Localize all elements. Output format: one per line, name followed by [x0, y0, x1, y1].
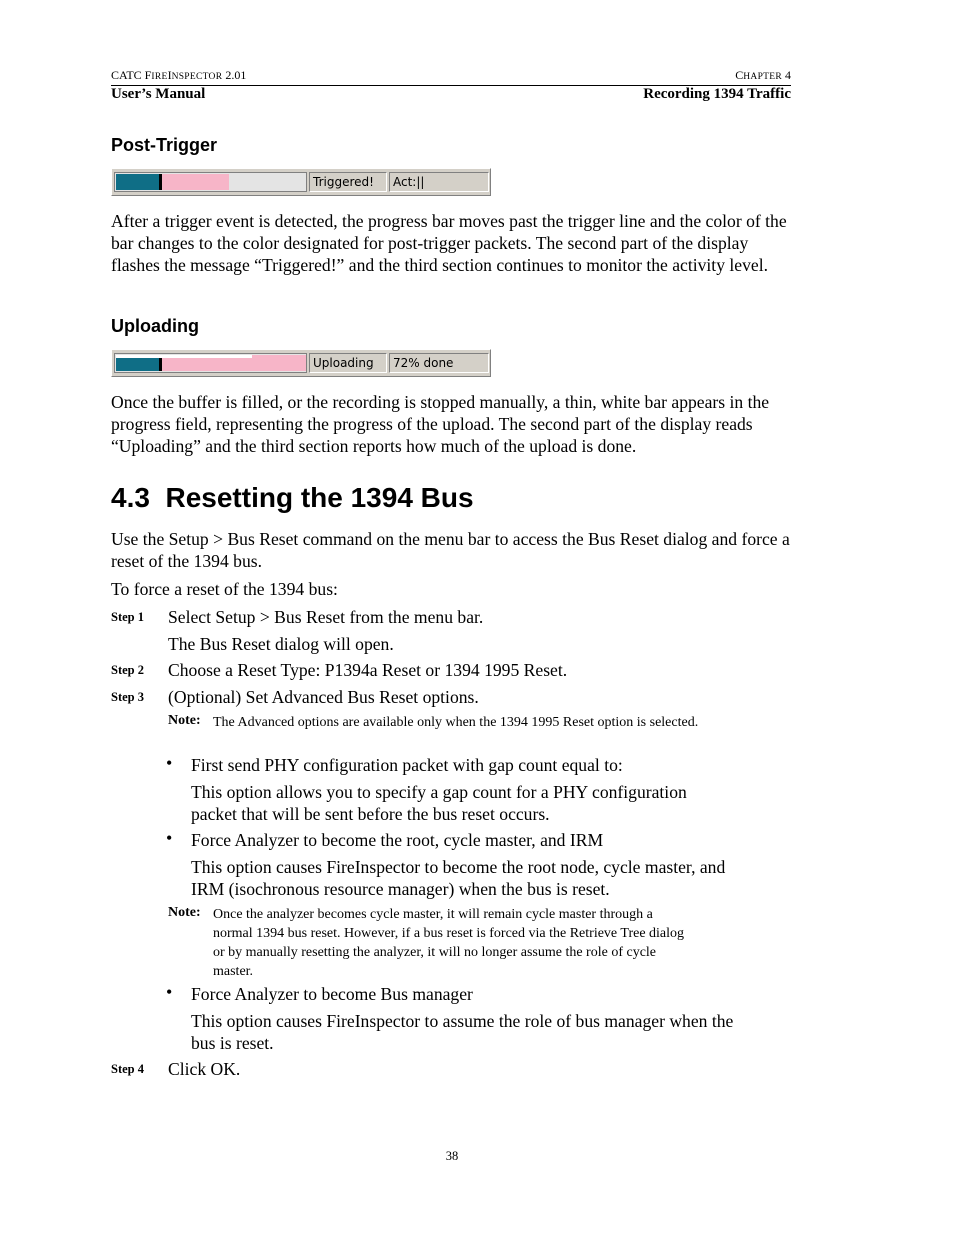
post-trigger-fill	[162, 174, 229, 190]
page-number: 38	[445, 1149, 459, 1163]
status-cell: Triggered!	[309, 172, 387, 192]
progress-field	[114, 172, 307, 192]
header-section: Recording 1394 Traffic	[643, 86, 791, 102]
step-4-text: Click OK.	[168, 1059, 241, 1079]
uploading-paragraph: Once the buffer is filled, or the recording is stopped manually, a thin, white bar appears in the progress field, representing the progress of the upload. The second part of the display reads “Uploading” and the third section reports how much of the upload is done.	[111, 392, 770, 456]
step-1-text: Select Setup > Bus Reset from the menu bar.	[168, 607, 484, 627]
section-intro: Use the Setup > Bus Reset command on the menu bar to access the Bus Reset dialog and force a reset of the 1394 bus.	[111, 529, 790, 571]
bullet-3-icon: •	[166, 982, 173, 1002]
bullet-2-desc: This option causes FireInspector to become the root node, cycle master, and IRM (isochronous resource manager) when the bus is reset.	[191, 857, 726, 899]
bullet-2-title: Force Analyzer to become the root, cycle master, and IRM	[191, 830, 604, 850]
section-lead: To force a reset of the 1394 bus:	[111, 579, 338, 599]
pre-trigger-fill	[116, 174, 159, 190]
step-4-label: Step 4	[111, 1062, 144, 1076]
bullet-3-title: Force Analyzer to become Bus manager	[191, 984, 473, 1004]
upload-progress-fill	[116, 355, 252, 358]
bullet-1-icon: •	[166, 753, 173, 773]
bullet-3-desc: This option causes FireInspector to assume the role of bus manager when the bus is reset.	[191, 1011, 734, 1053]
bullet-1-title: First send PHY configuration packet with gap count equal to:	[191, 755, 623, 775]
activity-cell: 72% done	[389, 353, 489, 373]
uploading-progress-bar	[111, 349, 491, 377]
note-2-label: Note:	[168, 905, 201, 920]
note-2-text: Once the analyzer becomes cycle master, it will remain cycle master through a normal 1394 bus reset. However, if a bus reset is forced via the Retrieve Tree dialog or by manually resetting the analyzer, it will no longer assume the role of cycle master.	[213, 907, 685, 979]
bullet-2-icon: •	[166, 828, 173, 848]
bullet-1-desc: This option allows you to specify a gap count for a PHY configuration packet that will be sent before the bus reset occurs.	[191, 782, 687, 824]
step-2-text: Choose a Reset Type: P1394a Reset or 1394 1995 Reset.	[168, 660, 568, 680]
header-chapter: CHAPTER 4	[735, 68, 791, 82]
step-3-text: (Optional) Set Advanced Bus Reset options.	[168, 687, 479, 707]
step-1-label: Step 1	[111, 610, 144, 624]
header-product: CATC FIREINSPECTOR 2.01	[111, 68, 247, 82]
status-cell: Uploading	[309, 353, 387, 373]
header-manual: User’s Manual	[111, 86, 206, 102]
step-3-label: Step 3	[111, 690, 144, 704]
section-title: 4.3 Resetting the 1394 Bus	[111, 482, 474, 513]
post-trigger-paragraph: After a trigger event is detected, the progress bar moves past the trigger line and the color of the bar changes to the color designated for post-trigger packets. The second part of the display flashes the message “Triggered!” and the third section continues to monitor the activity level.	[111, 211, 787, 275]
progress-field	[114, 353, 307, 373]
note-1-text: The Advanced options are available only when the 1394 1995 Reset option is selected.	[213, 715, 699, 730]
post-trigger-heading: Post-Trigger	[111, 135, 218, 155]
step-2-label: Step 2	[111, 663, 144, 677]
uploading-heading: Uploading	[111, 316, 199, 336]
post-trigger-progress-bar	[111, 168, 491, 196]
activity-cell: Act:||	[389, 172, 489, 192]
step-1-result: The Bus Reset dialog will open.	[168, 634, 394, 654]
note-1-label: Note:	[168, 713, 201, 728]
